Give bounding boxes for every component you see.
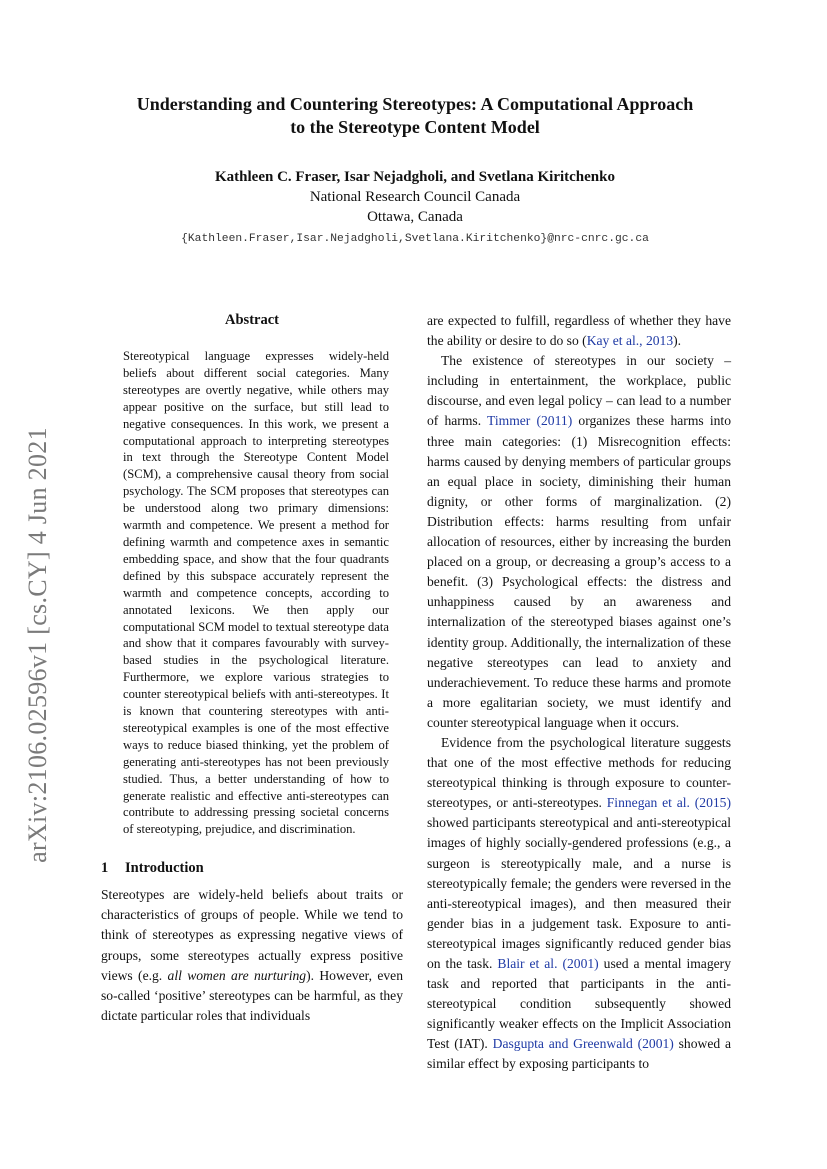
left-column <box>101 310 403 1026</box>
text-span: ). However, even so-called ‘positive’ stereotypes can be harmful, as they dictate particular roles that individuals <box>101 967 404 1023</box>
section-title: Introduction <box>125 860 204 877</box>
paper-title <box>95 93 735 139</box>
citation-link-dasgupta-2001[interactable]: Dasgupta and Greenwald (2001) <box>492 1036 674 1052</box>
arxiv-identifier-text: arXiv:2106.02596v1 [cs.CY] 4 Jun 2021 <box>23 427 53 863</box>
italic-example: all women are nurturing <box>167 967 307 983</box>
citation-link-blair-2001[interactable]: Blair et al. (2001) <box>497 956 599 971</box>
right-column <box>427 311 731 1075</box>
text-span: organizes these harms into three main categories: (1) Misrecognition effects: harms caused by denying members of particular groups an equal place in society, diminishing their human dignity, or other forms of marginalization. (2) Distribution effects: harms resulting from unfair allocation of resources, either by increasing the burden placed on a group, or decreasing a group’s access to a benefit. (3) Psychological effects: the distress and unhappiness caused by an awareness and internalization of the stereotyped biases against one’s identity group. Additionally, the internalization of these negative stereotypes can lead to anxiety and underachievement. To reduce these harms and promote a more egalitarian society, we must identify and counter stereotypical language when it occurs. <box>427 413 732 730</box>
right-paragraph-1 <box>427 311 731 351</box>
paper-title-line-2: to the Stereotype Content Model <box>290 117 540 137</box>
author-emails: {Kathleen.Fraser,Isar.Nejadgholi,Svetlana.Kiritchenko}@nrc-cnrc.gc.ca <box>181 233 649 245</box>
citation-link-finnegan-2015[interactable]: Finnegan et al. (2015) <box>606 795 731 811</box>
paper-header <box>95 93 735 248</box>
arxiv-identifier-stamp <box>10 365 66 925</box>
affiliation: National Research Council Canada <box>309 189 521 205</box>
right-paragraph-3 <box>427 733 731 1075</box>
right-paragraph-2 <box>427 351 731 733</box>
text-span: showed participants stereotypical and anti-stereotypical images of highly socially-gendered professions (e.g., a surgeon is stereotypically male, and a nurse is stereotypically female; the genders were reversed in the anti-stereotypical images), and then measured their gender bias in a judgement task. Exposure to anti-stereotypical images significantly reduced gender bias on the task. <box>427 815 731 971</box>
text-span: used a mental imagery task and reported that participants in the anti-stereotypical condition subsequently showed significantly weaker effects on the Implicit Association Test (IAT). <box>427 956 731 1052</box>
section-heading-introduction <box>101 858 403 878</box>
text-span: Evidence from the psychological literature suggests that one of the most effective methods for reducing stereotypical thinking is through exposure to counter-stereotypes, or anti-stereotypes. <box>427 734 731 811</box>
intro-paragraph-1 <box>101 885 403 1026</box>
abstract-heading: Abstract <box>225 312 279 328</box>
affiliation-location: Ottawa, Canada <box>367 209 463 225</box>
abstract-text: Stereotypical language expresses widely-held beliefs about different social categories. Many stereotypes are overtly negative, while others may appear positive on the surface, but still lead to negative consequences. In this work, we present a computational approach to interpreting stereotypes in text through the Stereotype Content Model (SCM), a comprehensive causal theory from social psychology. The SCM proposes that stereotypes can be understood along two primary dimensions: warmth and competence. We present a method for defining warmth and competence axes in semantic embedding space, and show that the four quadrants defined by this subspace accurately represent the warmth and competence concepts, according to annotated lexicons. We then apply our computational SCM model to textual stereotype data and show that it compares favourably with survey-based studies in the psychological literature. Furthermore, we explore various strategies to counter stereotypical beliefs with anti-stereotypes. It is known that countering stereotypes with anti-stereotypical examples is one of the most effective ways to reduce biased thinking, yet the problem of generating anti-stereotypes has not been previously studied. Thus, a better understanding of how to generate realistic and effective anti-stereotypes can contribute to addressing pressing societal concerns of stereotyping, prejudice, and discrimination. <box>123 349 389 837</box>
text-span: showed a similar effect by exposing participants to <box>427 1036 731 1072</box>
section-number: 1 <box>101 860 109 877</box>
citation-link-timmer-2011[interactable]: Timmer (2011) <box>487 413 573 429</box>
text-span: ). <box>673 333 682 349</box>
text-span: are expected to fulfill, regardless of whether they have the ability or desire to do so ( <box>427 313 731 349</box>
author-list: Kathleen C. Fraser, Isar Nejadgholi, and Svetlana Kiritchenko <box>214 169 615 185</box>
citation-link-kay-2013[interactable]: Kay et al., 2013 <box>586 333 674 349</box>
text-span: The existence of stereotypes in our society – including in entertainment, the workplace, public discourse, and even legal policy – can lead to a number of harms. <box>427 353 731 429</box>
text-span: Stereotypes are widely-held beliefs about traits or characteristics of groups of people. While we tend to think of stereotypes as expressing negative views of groups, some stereotypes actually express positive views (e.g. <box>101 887 403 983</box>
paper-title-line-1: Understanding and Countering Stereotypes: A Computational Approach <box>136 94 694 114</box>
